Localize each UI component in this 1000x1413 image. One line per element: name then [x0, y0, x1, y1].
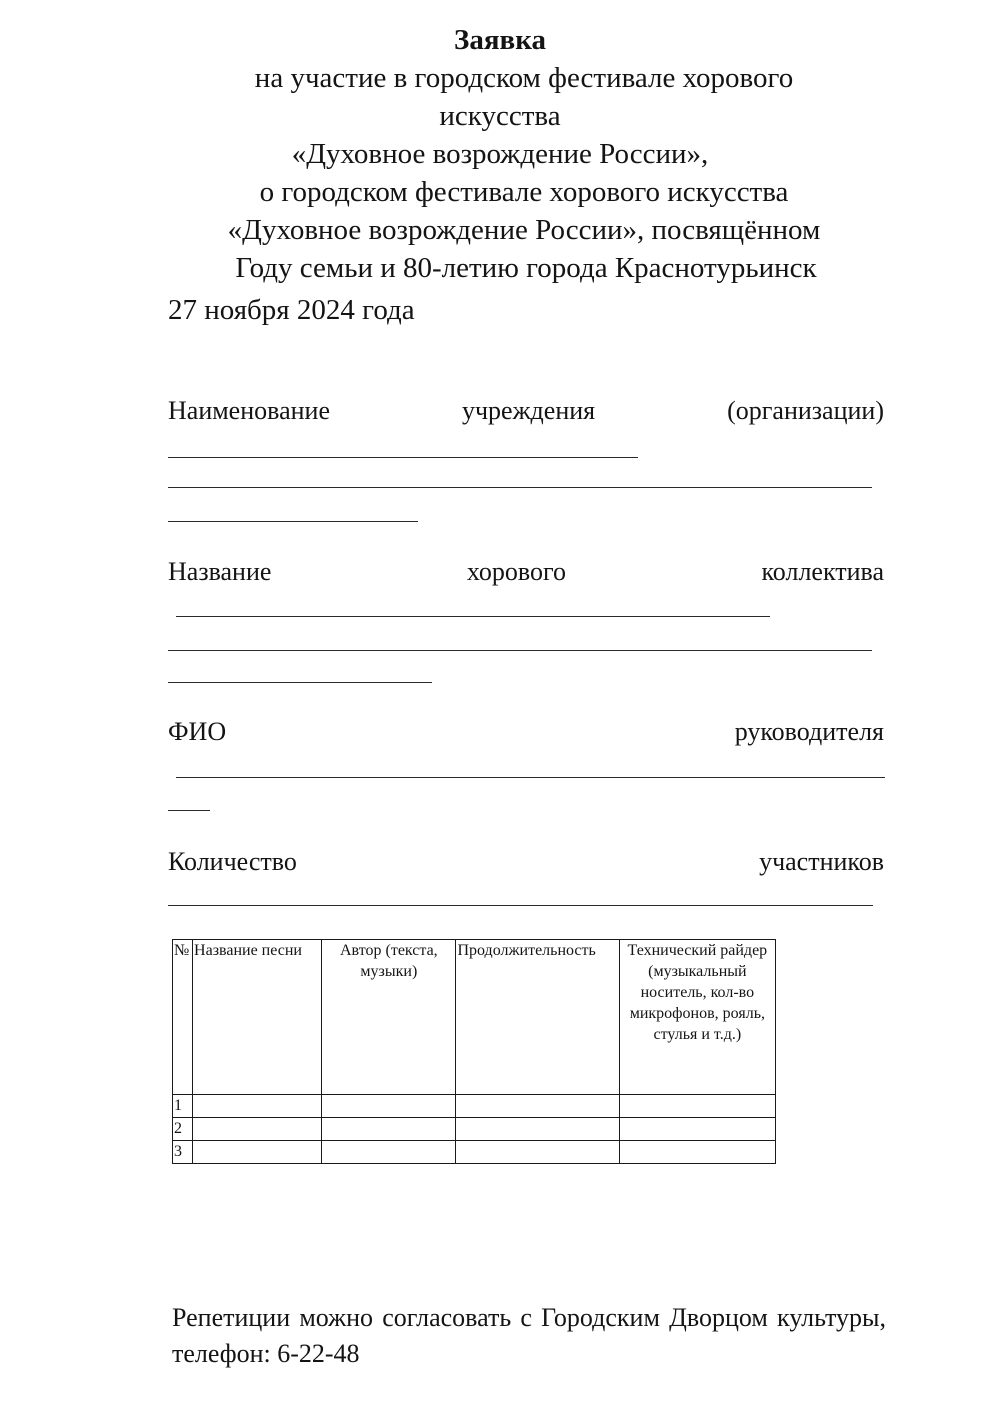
event-date: 27 ноября 2024 года [168, 294, 415, 326]
table-cell[interactable] [193, 1141, 322, 1164]
label-word: руководителя [734, 717, 884, 746]
choir-name-label [168, 557, 884, 587]
header-line: «Духовное возрождение России», [291, 138, 709, 170]
label-word: учреждения [461, 396, 596, 425]
participants-line[interactable] [168, 905, 873, 906]
table-cell[interactable] [456, 1118, 619, 1141]
leader-line-2[interactable] [168, 810, 210, 811]
label-word: ФИО [168, 717, 227, 746]
table-cell[interactable] [193, 1118, 322, 1141]
header-line: о городском фестивале хорового искусства [259, 176, 789, 208]
org-name-line-2[interactable] [168, 487, 872, 488]
table-row [173, 1095, 776, 1118]
label-word: Название [168, 557, 272, 586]
choir-name-line-2[interactable] [168, 650, 872, 651]
label-word: Наименование [168, 396, 330, 425]
column-header-number: № [173, 940, 193, 1095]
table-cell[interactable] [193, 1095, 322, 1118]
table-cell[interactable] [619, 1118, 775, 1141]
table-cell[interactable] [322, 1095, 456, 1118]
table-header-row [173, 940, 776, 1095]
column-header-duration: Продолжительность [456, 940, 619, 1095]
label-word: (организации) [727, 396, 884, 425]
column-header-song: Название песни [193, 940, 322, 1095]
column-header-author: Автор (текста, музыки) [322, 940, 456, 1095]
table-cell[interactable] [456, 1095, 619, 1118]
leader-label [168, 717, 884, 747]
label-word: Количество [168, 847, 297, 876]
row-number: 1 [173, 1095, 193, 1118]
participants-label [168, 847, 884, 877]
row-number: 3 [173, 1141, 193, 1164]
table-row [173, 1118, 776, 1141]
choir-name-line-1[interactable] [176, 616, 770, 617]
org-name-label [168, 396, 884, 426]
header-line: искусства [439, 100, 561, 132]
header-line: «Духовное возрождение России», посвящённом [227, 214, 821, 246]
header-line: на участие в городском фестивале хорового [254, 62, 794, 94]
header-line: Году семьи и 80-летию города Краснотурьинск [235, 252, 817, 284]
column-header-rider: Технический райдер (музыкальный носитель, кол-во микрофонов, рояль, стулья и т.д.) [619, 940, 775, 1095]
label-word: хорового [466, 557, 567, 586]
org-name-line-3[interactable] [168, 521, 418, 522]
leader-line-1[interactable] [176, 777, 885, 778]
table-cell[interactable] [456, 1141, 619, 1164]
table-cell[interactable] [322, 1141, 456, 1164]
rehearsal-note: Репетиции можно согласовать с Городским Дворцом культуры, телефон: 6-22-48 [172, 1303, 886, 1368]
table-cell[interactable] [322, 1118, 456, 1141]
row-number: 2 [173, 1118, 193, 1141]
table-cell[interactable] [619, 1141, 775, 1164]
label-word: коллектива [761, 557, 884, 586]
label-word: участников [759, 847, 884, 876]
org-name-line-1[interactable] [168, 457, 638, 458]
table-row [173, 1141, 776, 1164]
document-title: Заявка [454, 24, 546, 56]
table-cell[interactable] [619, 1095, 775, 1118]
repertoire-table [172, 939, 776, 1164]
choir-name-line-3[interactable] [168, 682, 432, 683]
